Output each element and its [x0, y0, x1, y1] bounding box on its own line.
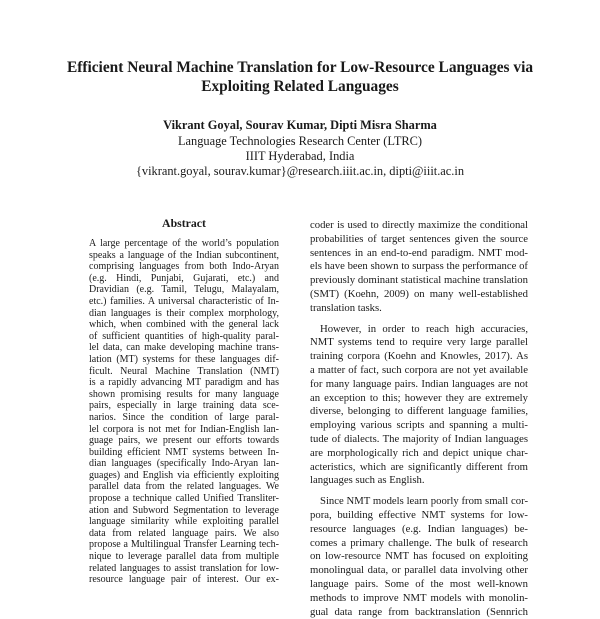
institution: IIIT Hyderabad, India: [245, 149, 355, 163]
body-line: Since NMT models learn poorly from small cor-: [320, 495, 528, 508]
abstract-line: nique to leverage parallel data from multiple: [89, 551, 279, 563]
abstract-line: ation and Subword Segmentation to leverage: [89, 504, 279, 516]
body-line: NMT systems tend to require very large parallel: [310, 336, 528, 349]
abstract-line: parallel data from the related languages. We: [89, 481, 279, 493]
body-line: on low-resource NMT has focused on exploiting: [310, 550, 528, 563]
abstract-line: lel data, can make developing machine trans-: [89, 342, 279, 354]
abstract-line: dian languages is their complex morphology,: [89, 307, 279, 319]
body-line: pora, building effective NMT systems for low-: [310, 508, 528, 521]
body-line: monolingual data, or parallel data involving other: [310, 564, 528, 577]
body-line: els have been shown to surpass the performance of: [310, 260, 528, 273]
abstract-line: which, when combined with the general lack: [89, 319, 279, 331]
abstract-line: A large percentage of the world’s population: [89, 238, 279, 249]
abstract-heading: Abstract: [162, 216, 206, 230]
body-line: tude of dialects. The majority of Indian languages: [310, 432, 528, 445]
abstract-line: building efficient NMT systems between In-: [89, 446, 279, 458]
abstract-line: narios. Since the condition of large paral-: [89, 411, 279, 423]
introduction-body: [310, 219, 528, 619]
abstract-line: data from related language pairs. We also: [89, 527, 279, 539]
abstract-line: comprising languages from both Indo-Aryan: [89, 261, 279, 273]
abstract-line: propose a technique called Unified Transliter-: [89, 493, 279, 505]
abstract-line: related languages to assist translation for low-: [89, 562, 279, 574]
abstract-line: language similarity while exploiting parallel: [89, 516, 279, 528]
abstract-line: shown promising results for many language: [89, 388, 279, 400]
body-line: languages such as English.: [310, 474, 425, 487]
paper-title: [40, 58, 560, 96]
body-line: previously dominant statistical machine translation: [310, 274, 528, 287]
abstract-line: etc.) families. A universal characteristic of In-: [89, 295, 279, 307]
abstract-line: pairs, especially in large training data sce-: [89, 400, 279, 412]
body-line: translation tasks.: [310, 301, 382, 314]
affiliation: Language Technologies Research Center (LTRC): [177, 134, 423, 148]
body-line: for many language pairs. Indian languages are not: [310, 377, 528, 390]
abstract-line: lel corpora is not met for Indian-English lan-: [89, 423, 279, 435]
body-line: gual data range from backtranslation (Sennrich: [310, 605, 528, 618]
abstract-line: lation (MT) systems for these languages dif-: [89, 353, 279, 365]
title-line: Efficient Neural Machine Translation for Low-Resource Languages via: [66, 59, 534, 76]
abstract-line: guages) and English via efficiently exploiting: [89, 469, 279, 481]
abstract-body: [89, 238, 279, 586]
body-line: resource languages (e.g. Indian languages) be-: [310, 522, 528, 535]
body-line: comes a primary challenge. The bulk of research: [310, 536, 528, 549]
body-line: However, in order to reach high accuracies,: [320, 322, 528, 335]
abstract-line: Dravidian (e.g. Tamil, Telugu, Malayalam,: [89, 284, 279, 296]
abstract-line: is a rapidly advancing MT paradigm and has: [89, 377, 279, 389]
body-line: training corpora (Koehn and Knowles, 2017). As: [310, 350, 528, 363]
abstract-line: guage pairs, we present our efforts towards: [89, 435, 279, 447]
body-line: (SMT) (Koehn, 2009) on many well-established: [310, 287, 528, 300]
body-line: sentences in an end-to-end paradigm. NMT mod-: [310, 246, 528, 259]
abstract-line: of sufficient quantities of high-quality paral-: [89, 330, 279, 342]
body-line: an exception to this; however they are extremely: [310, 391, 528, 404]
body-line: a matter of fact, such corpora are not yet available: [310, 363, 528, 376]
abstract-line: dian languages (specifically Indo-Aryan lan-: [89, 458, 279, 470]
body-line: employing various scripts and spanning a multi-: [310, 419, 528, 432]
abstract-line: propose a Multilingual Transfer Learning tech-: [89, 539, 279, 551]
author-list: Vikrant Goyal, Sourav Kumar, Dipti Misra Sharma: [163, 118, 437, 132]
body-line: acteristics, which are significantly different from: [310, 460, 528, 473]
body-line: diverse, belonging to different language families,: [310, 405, 528, 418]
body-line: probabilities of target sentences given the source: [310, 232, 528, 245]
email-addresses: {vikrant.goyal, sourav.kumar}@research.iiit.ac.in, dipti@iiit.ac.in: [135, 164, 465, 178]
title-line: Exploiting Related Languages: [201, 78, 399, 95]
body-line: methods to improve NMT models with monolin-: [310, 591, 528, 604]
abstract-line: speaks a language of the Indian subcontinent,: [89, 249, 279, 261]
body-line: are morphologically rich and depict unique char-: [310, 446, 528, 459]
body-line: language pairs. Some of the most well-known: [310, 577, 528, 590]
abstract-line: resource language pair of interest. Our ex-: [89, 574, 279, 586]
abstract-line: ficult. Neural Machine Translation (NMT): [89, 365, 279, 377]
body-line: coder is used to directly maximize the conditional: [310, 219, 528, 231]
abstract-line: (e.g. Hindi, Punjabi, Gujarati, etc.) and: [89, 272, 279, 284]
